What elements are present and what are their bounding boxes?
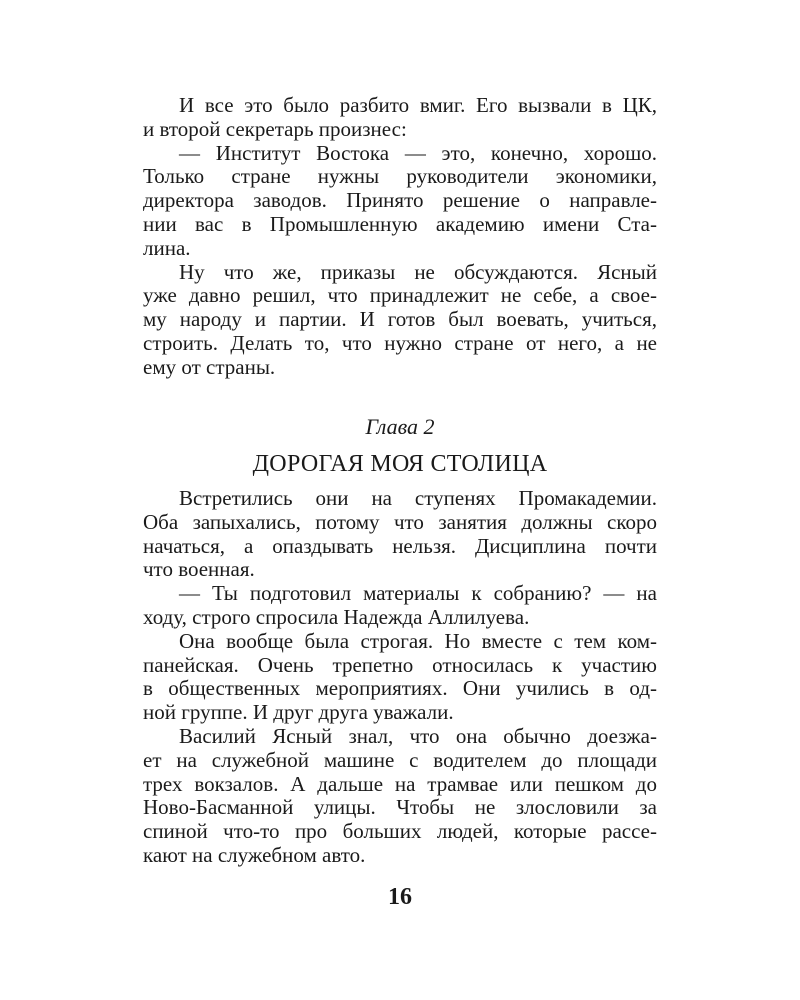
text-line: в общественных мероприятиях. Они учились в од- bbox=[143, 676, 657, 701]
text-line: Только стране нужны руководители экономики, bbox=[143, 164, 657, 189]
text-line: спиной что-то про больших людей, которые рассе- bbox=[143, 819, 657, 844]
text-line: кают на служебном авто. bbox=[143, 842, 366, 867]
text-line: уже давно решил, что принадлежит не себе, а свое- bbox=[143, 283, 657, 308]
chapter-number: Глава 2 bbox=[365, 414, 435, 439]
text-line: директора заводов. Принято решение о направле- bbox=[143, 188, 657, 213]
text-line: — Ты подготовил материалы к собранию? — на bbox=[179, 581, 657, 606]
paragraph bbox=[143, 142, 657, 261]
text-line: ной группе. И друг друга уважали. bbox=[143, 700, 454, 725]
text-line: Ново-Басманной улицы. Чтобы не злословили за bbox=[143, 795, 657, 820]
text-line: трех вокзалов. А дальше на трамвае или пешком до bbox=[143, 771, 657, 796]
paragraph bbox=[143, 582, 657, 630]
text-line: Ну что же, приказы не обсуждаются. Ясный bbox=[179, 259, 657, 284]
text-line: Василий Ясный знал, что она обычно доезжа- bbox=[179, 723, 657, 748]
text-line: Она вообще была строгая. Но вместе с тем ком- bbox=[179, 628, 657, 653]
paragraph bbox=[143, 487, 657, 582]
text-line: ходу, строго спросила Надежда Аллилуева. bbox=[143, 604, 530, 629]
text-line: ет на служебной машине с водителем до площади bbox=[143, 747, 657, 772]
text-line: и второй секретарь произнес: bbox=[143, 116, 407, 141]
paragraph bbox=[143, 261, 657, 380]
paragraph bbox=[143, 94, 657, 142]
page-number: 16 bbox=[388, 884, 412, 910]
text-line: И все это было разбито вмиг. Его вызвали в ЦК, bbox=[179, 93, 657, 117]
text-line: Встретились они на ступенях Промакадемии. bbox=[179, 486, 657, 510]
paragraph bbox=[143, 725, 657, 868]
text-line: Оба запыхались, потому что занятия должны скоро bbox=[143, 509, 657, 534]
chapter-title: ДОРОГАЯ МОЯ СТОЛИЦА bbox=[252, 451, 548, 477]
text-line: лина. bbox=[143, 235, 191, 260]
text-line: — Институт Востока — это, конечно, хорошо. bbox=[179, 140, 657, 165]
text-block-before-chapter bbox=[143, 94, 657, 380]
text-line: панейская. Очень трепетно относилась к участию bbox=[143, 652, 657, 677]
text-line: ему от страны. bbox=[143, 354, 276, 379]
text-line: му народу и партии. И готов был воевать, учиться, bbox=[143, 307, 657, 332]
text-line: что военная. bbox=[143, 557, 255, 582]
text-line: нии вас в Промышленную академию имени Ста- bbox=[143, 211, 657, 236]
paragraph bbox=[143, 630, 657, 725]
text-line: начаться, а опаздывать нельзя. Дисциплина почти bbox=[143, 533, 657, 558]
text-line: строить. Делать то, что нужно стране от него, а не bbox=[143, 330, 657, 355]
text-block-chapter-body bbox=[143, 487, 657, 868]
